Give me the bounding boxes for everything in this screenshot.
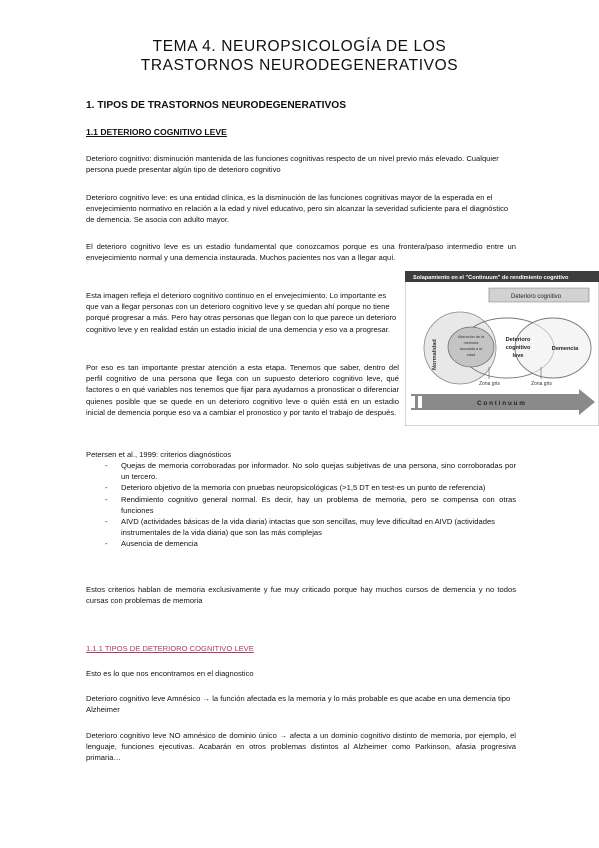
paragraph-estadio-fundamental: El deterioro cognitivo leve es un estadio fundamental que conozcamos porque es una frontera/paso intermedio entre un envejecimiento normal y una demencia instaurada. Muchos pacientes nos van a llegar aquí. [86, 242, 516, 263]
normalidad-label: Normalidad [432, 339, 438, 370]
paragraph-dcl-amnesico: Deterioro cognitivo leve Amnésico → la función afectada es la memoria y lo más probable es que acabe en una demencia tipo Alzheimer [86, 694, 511, 715]
paragraph-imagen-continuo: Esta imagen refleja el deterioro cognitivo continuo en el envejecimiento. Lo importante es que van a llegar personas con un deterioro cognitivo leve y se quedan ahí porque no tiene porqué progresar a más. Pero hay otras personas que llegan con lo que parece un deterioro cognitivo leve y en realidad están un estadio inicial de una demencia y eso va a progresar. [86, 291, 397, 334]
section-heading-1-1-1: 1.1.1 TIPOS DE DETERIORO COGNITIVO LEVE [86, 644, 254, 653]
criteria-list [100, 460, 516, 550]
paragraph-importancia-etapa: Por eso es tan importante prestar atención a esta etapa. Tenemos que saber, dentro del perfil cognitivo de una persona que llega con un supuesto deterioro cognitivo leve, qué factores o en qué variables nos tenemos que fijar para ayudarnos a pronosticar o diferenciar quienes posible que se quede en un deterioro cognitivo leve o quién está en un estadio inicial de demencia porque eso va a cambiar el pronostico y por tanto el trabajo de después. [86, 363, 399, 417]
paragraph-deterioro-cognitivo: Deterioro cognitivo: disminución mantenida de las funciones cognitivas respecto de un nivel previo más elevado. Cualquier persona puede presentar algún tipo de deterioro cognitivo [86, 154, 499, 175]
paragraph-criterios-criticados: Estos criterios hablan de memoria exclusivamente y fue muy criticado porque hay muchos cursos de demencia y no todos cursas con problemas de memoria [86, 585, 516, 606]
alteracion-label-4: edad [466, 353, 476, 357]
section-heading-1: 1. TIPOS DE TRASTORNOS NEURODEGENERATIVOS [86, 100, 347, 111]
zona-gris-1-label: Zona gris [479, 381, 500, 387]
criteria-item: - Ausencia de demencia [100, 538, 516, 549]
section-heading-1-1: 1.1 DETERIORO COGNITIVO LEVE [86, 127, 227, 137]
figure-header-text: Solapamiento en el "Continuum" de rendimiento cognitivo [413, 275, 569, 281]
continuum-label: C o n t i n u u m [477, 400, 525, 407]
dcl-label-2: cognitivo [505, 345, 531, 351]
criteria-item: - AIVD (actividades básicas de la vida diaria) intactas que son sencillas, muy leve dificultad en AIVD (actividades instrumentales de la vida diaria) que son las más complejas [100, 516, 516, 538]
page-title-line2: TRASTORNOS NEURODEGENERATIVOS [140, 57, 459, 74]
dcl-label-3: leve [512, 353, 524, 359]
continuum-arrow-tick-2 [418, 396, 422, 408]
zona-gris-2-label: Zona gris [531, 381, 552, 387]
paragraph-deterioro-cognitivo-leve: Deterioro cognitivo leve: es una entidad clínica, es la disminución de las funciones cognitivas mayor de la esperada en el envejecimiento normativo en relación a la edad y nivel educativo, pero sin alcanzar la severidad suficiente para el diagnóstico de demencia. Se asocia con adulto mayor. [86, 193, 509, 225]
paragraph-diagnostico: Esto es lo que nos encontramos en el diagnostico [86, 669, 254, 678]
criteria-intro: Petersen et al., 1999: criterios diagnósticos [86, 450, 232, 459]
dcl-label-1: Deterioro [505, 337, 531, 343]
paragraph-dcl-no-amnesico: Deterioro cognitivo leve NO amnésico de dominio único → afecta a un dominio cognitivo distinto de memoria, por ejemplo, el lenguaje, funciones ejecutivas. Acabarán en otros problemas distintos al Alzheimer como Parkinson, afasia progresiva primaria… [86, 731, 516, 763]
criteria-item: - Quejas de memoria corroboradas por informador. No solo quejas subjetivas de una persona, sino corroboradas por un tercero. [100, 460, 516, 482]
continuum-arrow-tick-1 [411, 396, 415, 408]
page-title-line1: TEMA 4. NEUROPSICOLOGÍA DE LOS [152, 38, 447, 55]
alteracion-label-2: memoria [463, 341, 479, 345]
alteracion-label-1: Alteración de la [457, 335, 485, 339]
criteria-item: - Deterioro objetivo de la memoria con pruebas neuropsicológicas (>1,5 DT en test-es un punto de referencia) [100, 482, 516, 493]
demencia-label: Demencia [551, 346, 579, 352]
alteracion-label-3: asociada a la [459, 347, 483, 351]
deterioro-cognitivo-label: Deterioro cognitivo [511, 294, 562, 300]
criteria-item: - Rendimiento cognitivo general normal. Es decir, hay un problema de memoria, pero se compensa con otras funciones [100, 494, 516, 516]
continuum-figure [405, 271, 599, 426]
